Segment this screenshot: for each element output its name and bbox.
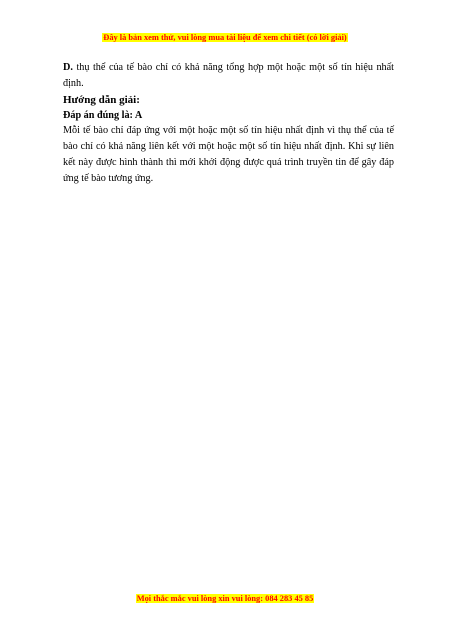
option-d-letter: D. (63, 62, 73, 73)
explanation-text: Mỗi tế bào chỉ đáp ứng với một hoặc một số tín hiệu nhất định vì thụ thể của tế bào chỉ có khả năng liên kết với một hoặc một số tín hiệu nhất định. Khi sự liên kết này được hình thành thì mới khởi động được quá trình truyền tin để gây đáp ứng tế bào tương ứng. (63, 125, 394, 184)
document-body (63, 60, 394, 187)
option-d (63, 60, 394, 92)
contact-banner (0, 588, 450, 606)
option-d-text: thụ thể của tế bào chỉ có khả năng tổng hợp một hoặc một số tín hiệu nhất định. (63, 62, 395, 89)
answer-line: Đáp án đúng là: A (63, 110, 143, 121)
contact-text: Mọi thắc mắc vui lòng xin vui lòng: 084 283 45 85 (136, 594, 314, 603)
preview-notice-banner (0, 27, 450, 45)
preview-notice-text: Đây là bản xem thử, vui lòng mua tài liệu để xem chi tiết (có lời giải) (103, 33, 347, 42)
guide-heading: Hướng dẫn giải: (63, 94, 140, 106)
